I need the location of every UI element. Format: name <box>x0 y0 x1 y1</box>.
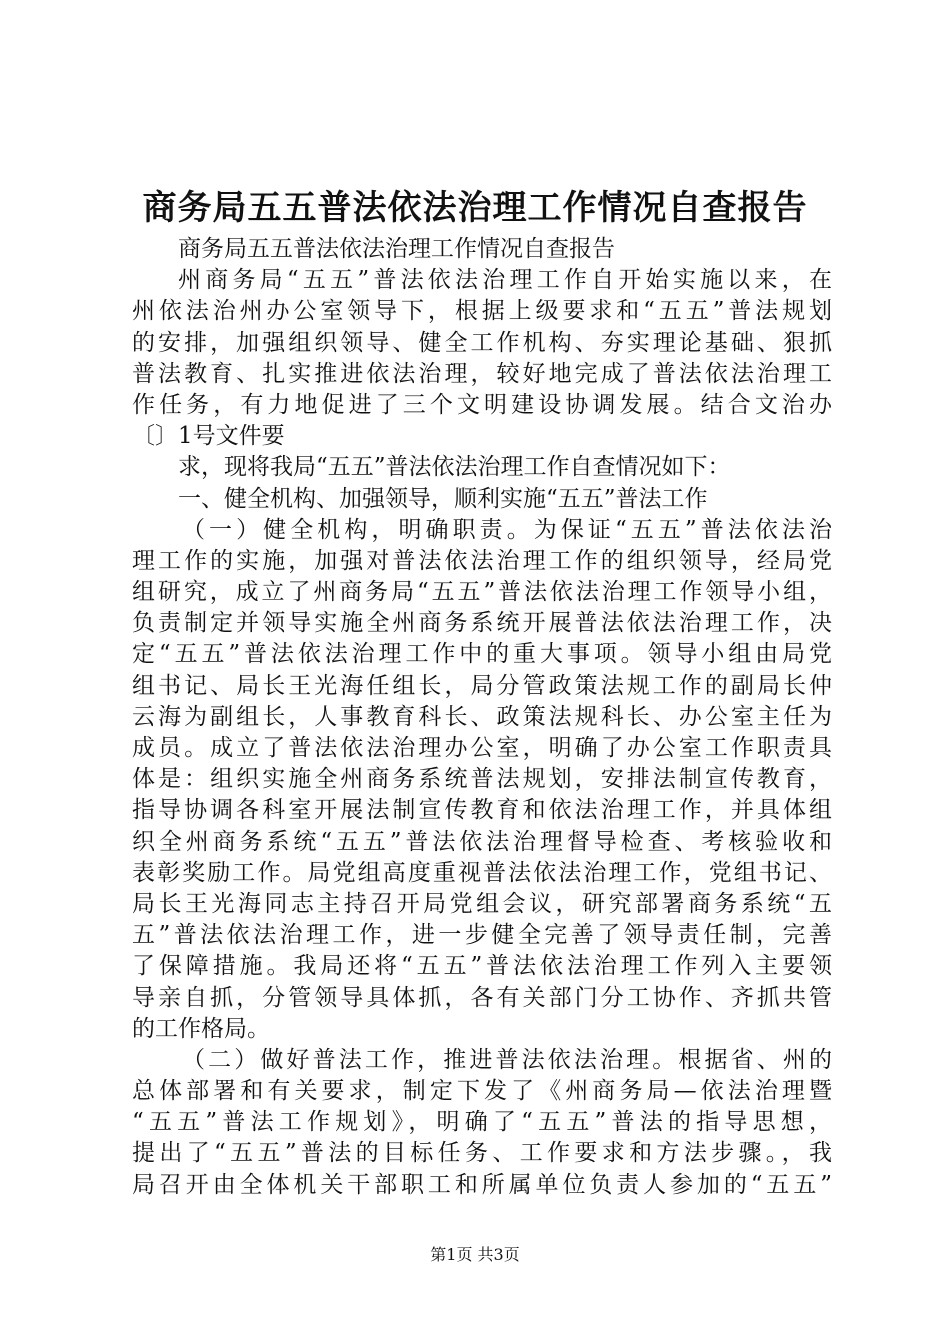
text-line: 州依法治州办公室领导下，根据上级要求和“五五”普法规划 <box>132 298 832 325</box>
text-line: 了保障措施。我局还将“五五”普法依法治理工作列入主要领 <box>132 953 832 980</box>
text-line: 求，现将我局“五五”普法依法治理工作自查情况如下： <box>178 454 731 481</box>
text-line: （二）做好普法工作，推进普法依法治理。根据省、州的 <box>182 1046 832 1073</box>
text-line: 织全州商务系统“五五”普法依法治理督导检查、考核验收和 <box>132 828 832 855</box>
text-line: 表彰奖励工作。局党组高度重视普法依法治理工作，党组书记、 <box>132 859 832 886</box>
text-line: 理工作的实施，加强对普法依法治理工作的组织领导，经局党 <box>132 547 832 574</box>
text-line: “五五”普法工作规划》，明确了“五五”普法的指导思想， <box>132 1109 832 1136</box>
text-line: 定“五五”普法依法治理工作中的重大事项。领导小组由局党 <box>132 641 832 668</box>
text-line: 总体部署和有关要求，制定下发了《州商务局—依法治理暨 <box>132 1078 832 1105</box>
page-number-footer: 第1页 共3页 <box>430 1245 520 1264</box>
text-line: 州商务局“五五”普法依法治理工作自开始实施以来，在 <box>178 267 832 294</box>
text-line: 五”普法依法治理工作，进一步健全完善了领导责任制，完善 <box>132 922 832 949</box>
text-line: 导亲自抓，分管领导具体抓，各有关部门分工协作、齐抓共管 <box>132 984 832 1011</box>
text-line: 〔〕1号文件要 <box>132 423 285 450</box>
text-line: 组书记、局长王光海任组长，局分管政策法规工作的副局长仲 <box>132 672 832 699</box>
text-line: 云海为副组长，人事教育科长、政策法规科长、办公室主任为 <box>132 703 832 730</box>
text-line: 指导协调各科室开展法制宣传教育和依法治理工作，并具体组 <box>132 797 832 824</box>
text-line: 局长王光海同志主持召开局党组会议，研究部署商务系统“五 <box>132 890 832 917</box>
text-line: 商务局五五普法依法治理工作情况自查报告 <box>178 236 615 262</box>
text-line: 成员。成立了普法依法治理办公室，明确了办公室工作职责具 <box>132 735 832 761</box>
text-line: （一）健全机构，明确职责。为保证“五五”普法依法治 <box>182 516 832 543</box>
text-line: 负责制定并领导实施全州商务系统开展普法依法治理工作，决 <box>132 610 832 637</box>
section-heading: 一、健全机构、加强领导，顺利实施“五五”普法工作 <box>178 485 708 512</box>
document-title: 商务局五五普法依法治理工作情况自查报告 <box>142 188 808 228</box>
text-line: 提出了“五五”普法的目标任务、工作要求和方法步骤。，我 <box>132 1140 832 1167</box>
text-line: 的安排，加强组织领导、健全工作机构、夯实理论基础、狠抓 <box>132 329 832 356</box>
text-line: 普法教育、扎实推进依法治理，较好地完成了普法依法治理工 <box>132 360 832 387</box>
text-line: 体是：组织实施全州商务系统普法规划，安排法制宣传教育， <box>132 766 832 793</box>
text-line: 局召开由全体机关干部职工和所属单位负责人参加的“五五” <box>132 1171 832 1198</box>
text-line: 作任务，有力地促进了三个文明建设协调发展。结合文治办 <box>132 391 832 418</box>
document-body <box>132 234 832 1201</box>
text-line: 的工作格局。 <box>132 1015 270 1042</box>
text-line: 组研究，成立了州商务局“五五”普法依法治理工作领导小组， <box>132 579 832 606</box>
